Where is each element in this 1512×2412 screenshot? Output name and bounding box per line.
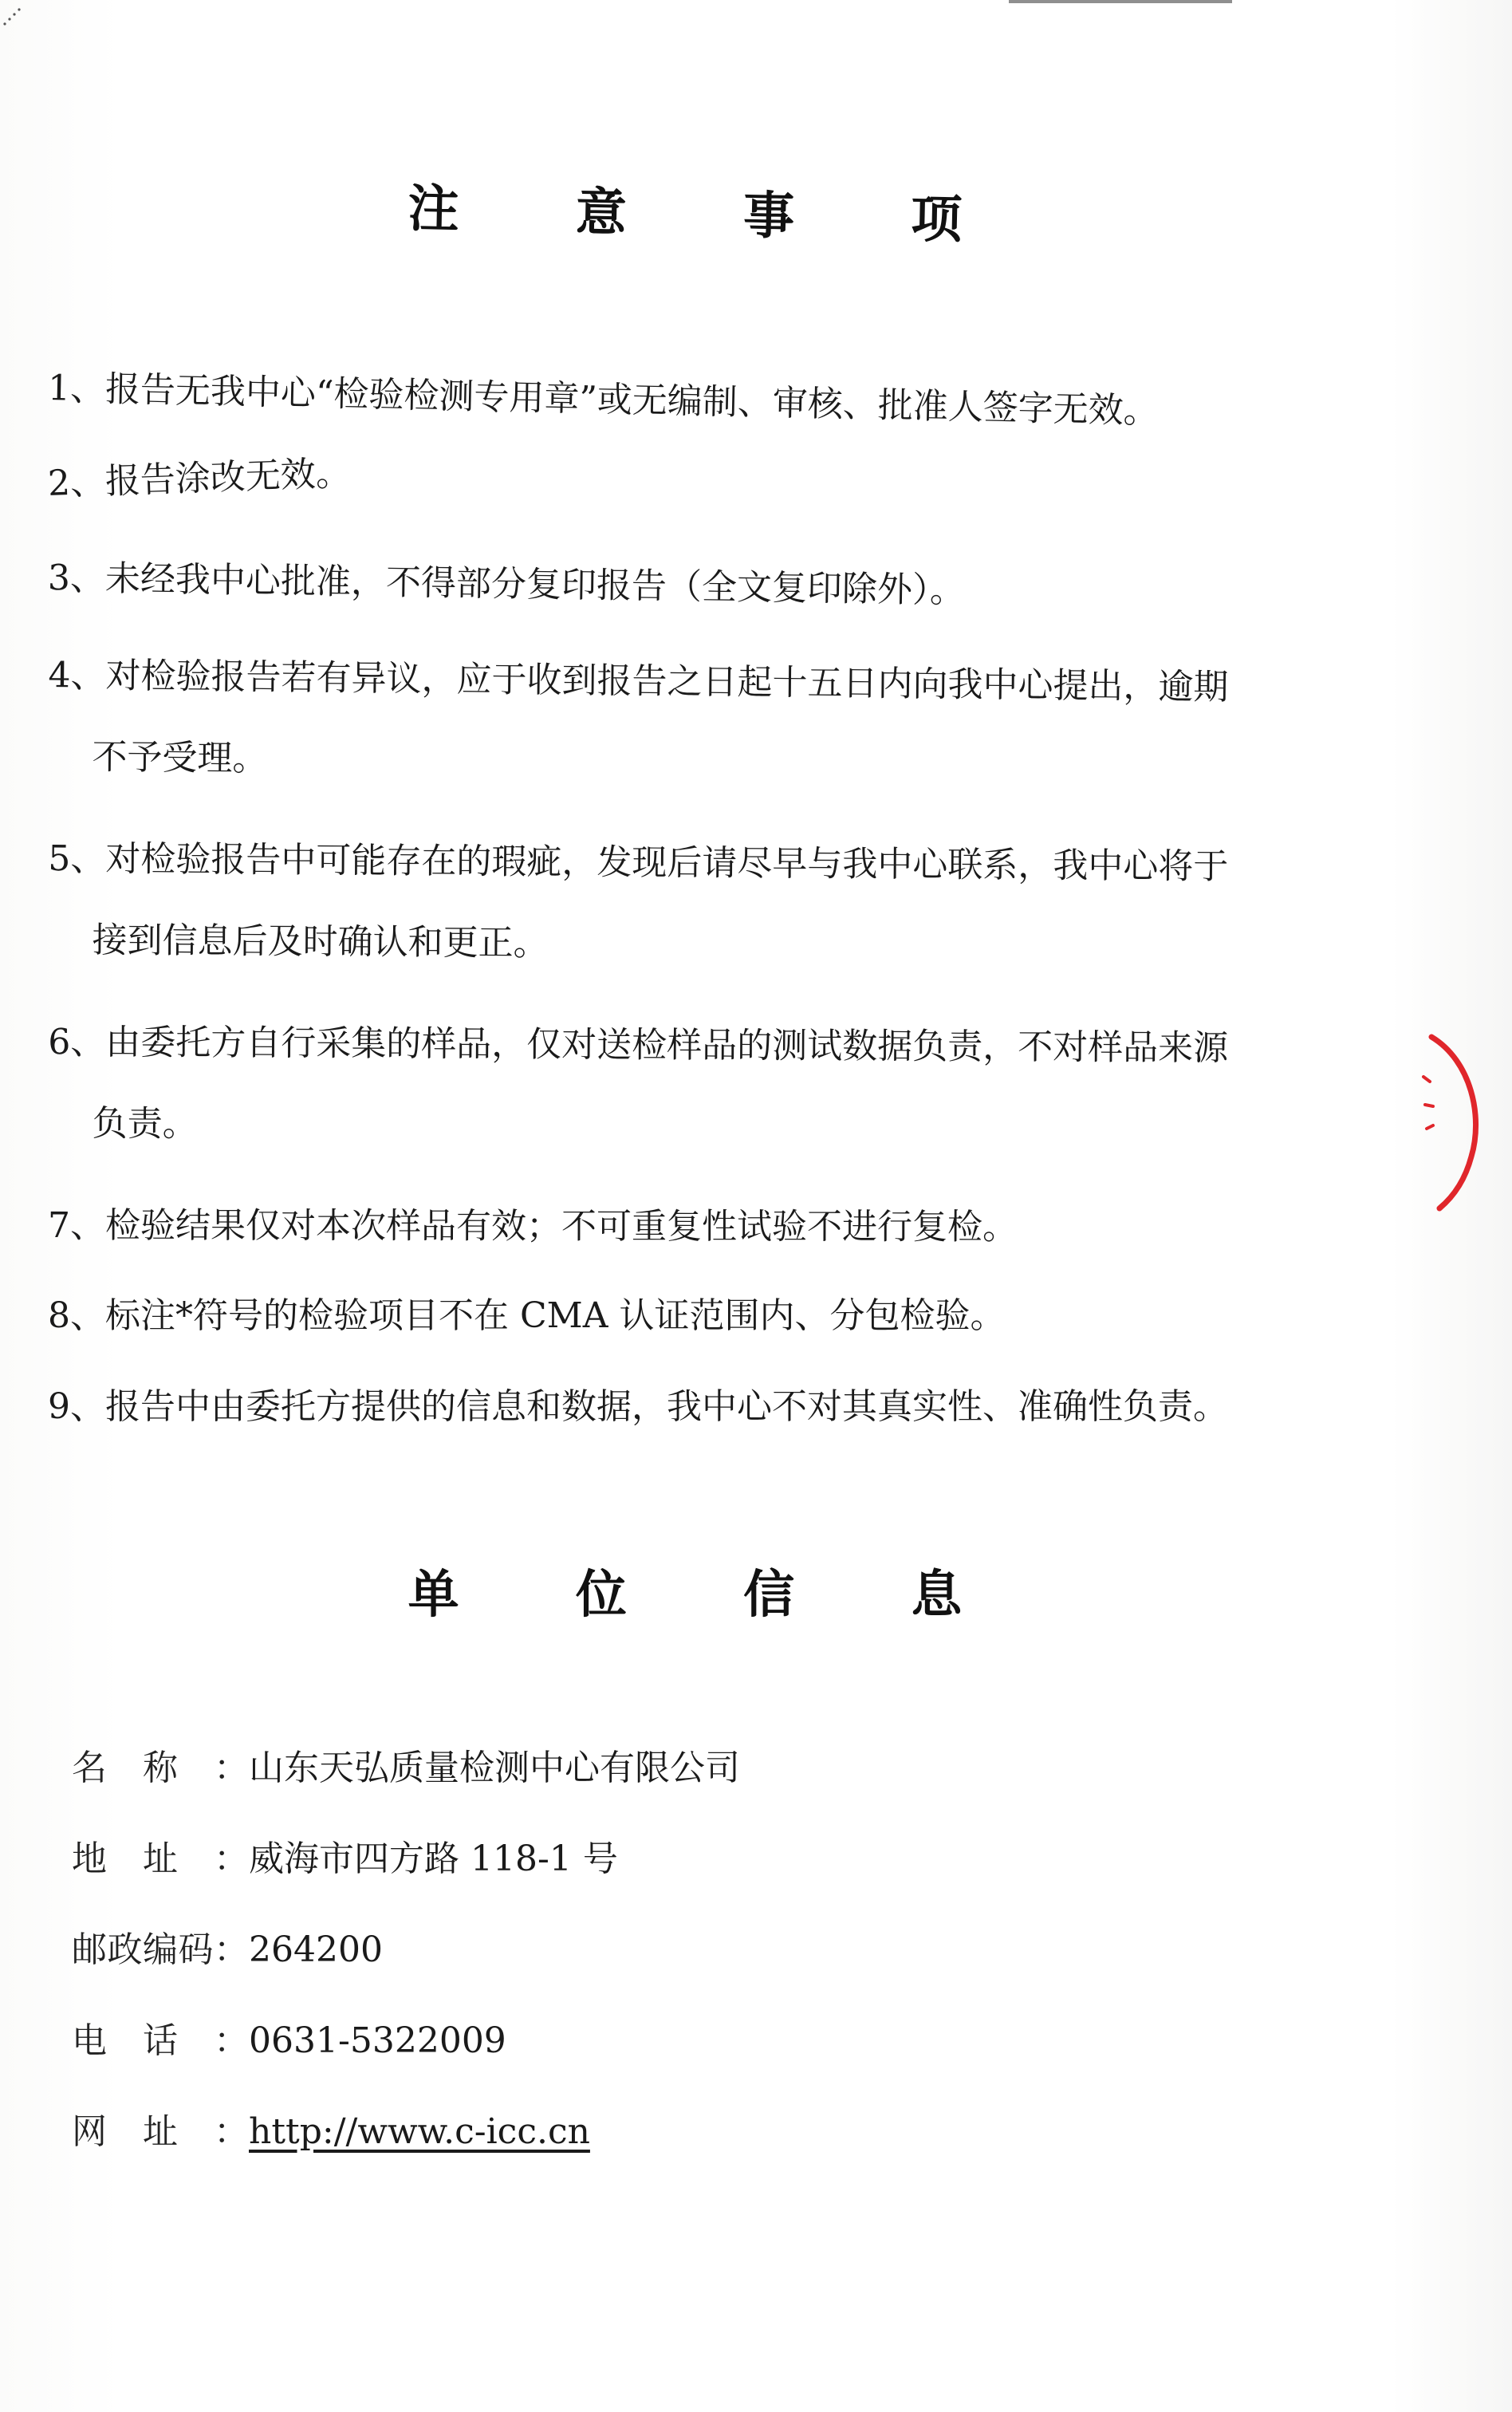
note-text: 检验结果仅对本次样品有效；不可重复性试验不进行复检。 xyxy=(104,1205,1018,1248)
note-text: 报告无我中心“检验检测专用章”或无编制、审核、批准人签字无效。 xyxy=(104,368,1160,432)
note-number: 8、 xyxy=(48,1295,105,1336)
note-number: 3、 xyxy=(47,558,106,600)
page-top-edge-line xyxy=(1009,0,1232,3)
note-item xyxy=(47,655,1372,788)
company-address-row xyxy=(72,1830,618,1878)
notes-title: 注 意 事 项 xyxy=(407,179,1012,251)
note-number: 1、 xyxy=(47,368,106,410)
note-text: 未经我中心批准，不得部分复印报告（全文复印除外）。 xyxy=(104,558,966,612)
note-text: 对检验报告若有异议，应于收到报告之日起十五日内向我中心提出，逾期 xyxy=(105,655,1229,708)
note-item xyxy=(47,368,1372,434)
red-seal-edge xyxy=(1416,1029,1511,1212)
note-item xyxy=(48,1386,1372,1427)
note-number: 9、 xyxy=(48,1386,105,1427)
company-address-value: 威海市四方路 118-1 号 xyxy=(249,1839,618,1879)
note-continuation: 不予受理。 xyxy=(92,736,268,779)
note-item xyxy=(47,558,1372,614)
note-number: 2、 xyxy=(47,461,106,504)
note-number: 5、 xyxy=(48,838,106,880)
note-item xyxy=(47,838,1372,968)
note-number: 4、 xyxy=(48,655,106,696)
note-continuation: 负责。 xyxy=(92,1103,198,1145)
postcode-row xyxy=(72,1921,383,1969)
note-item xyxy=(47,1205,1372,1248)
note-text: 报告中由委托方提供的信息和数据，我中心不对其真实性、准确性负责。 xyxy=(105,1386,1228,1427)
website-link[interactable]: http://www.c-icc.cn xyxy=(249,2111,590,2152)
note-text: 报告涂改无效。 xyxy=(104,452,352,503)
website-row xyxy=(72,2103,614,2150)
note-number: 6、 xyxy=(48,1022,106,1063)
company-info-title: 单 位 信 息 xyxy=(408,1566,1012,1625)
note-number: 7、 xyxy=(47,1205,106,1247)
company-name-row xyxy=(72,1739,740,1787)
note-text: 标注*符号的检验项目不在 CMA 认证范围内、分包检验。 xyxy=(105,1295,1006,1336)
note-item xyxy=(47,420,1372,502)
note-continuation: 接到信息后及时确认和更正。 xyxy=(92,920,549,964)
company-name-label: 名称： xyxy=(72,1748,249,1788)
company-name-value: 山东天弘质量检测中心有限公司 xyxy=(249,1748,740,1788)
postcode-value: 264200 xyxy=(249,1929,383,1970)
phone-label: 电话： xyxy=(72,2020,249,2061)
phone-row xyxy=(72,2012,506,2059)
note-item xyxy=(48,1295,1372,1336)
note-text: 由委托方自行采集的样品，仅对送检样品的测试数据负责，不对样品来源 xyxy=(105,1022,1229,1069)
company-address-label: 地址： xyxy=(72,1839,249,1879)
binding-hole-marks xyxy=(0,0,24,32)
website-label: 网址： xyxy=(72,2111,249,2152)
postcode-label: 邮政编码： xyxy=(72,1929,249,1970)
note-item xyxy=(48,1022,1372,1149)
phone-value: 0631-5322009 xyxy=(249,2020,506,2061)
note-text: 对检验报告中可能存在的瑕疵，发现后请尽早与我中心联系，我中心将于 xyxy=(105,838,1229,888)
